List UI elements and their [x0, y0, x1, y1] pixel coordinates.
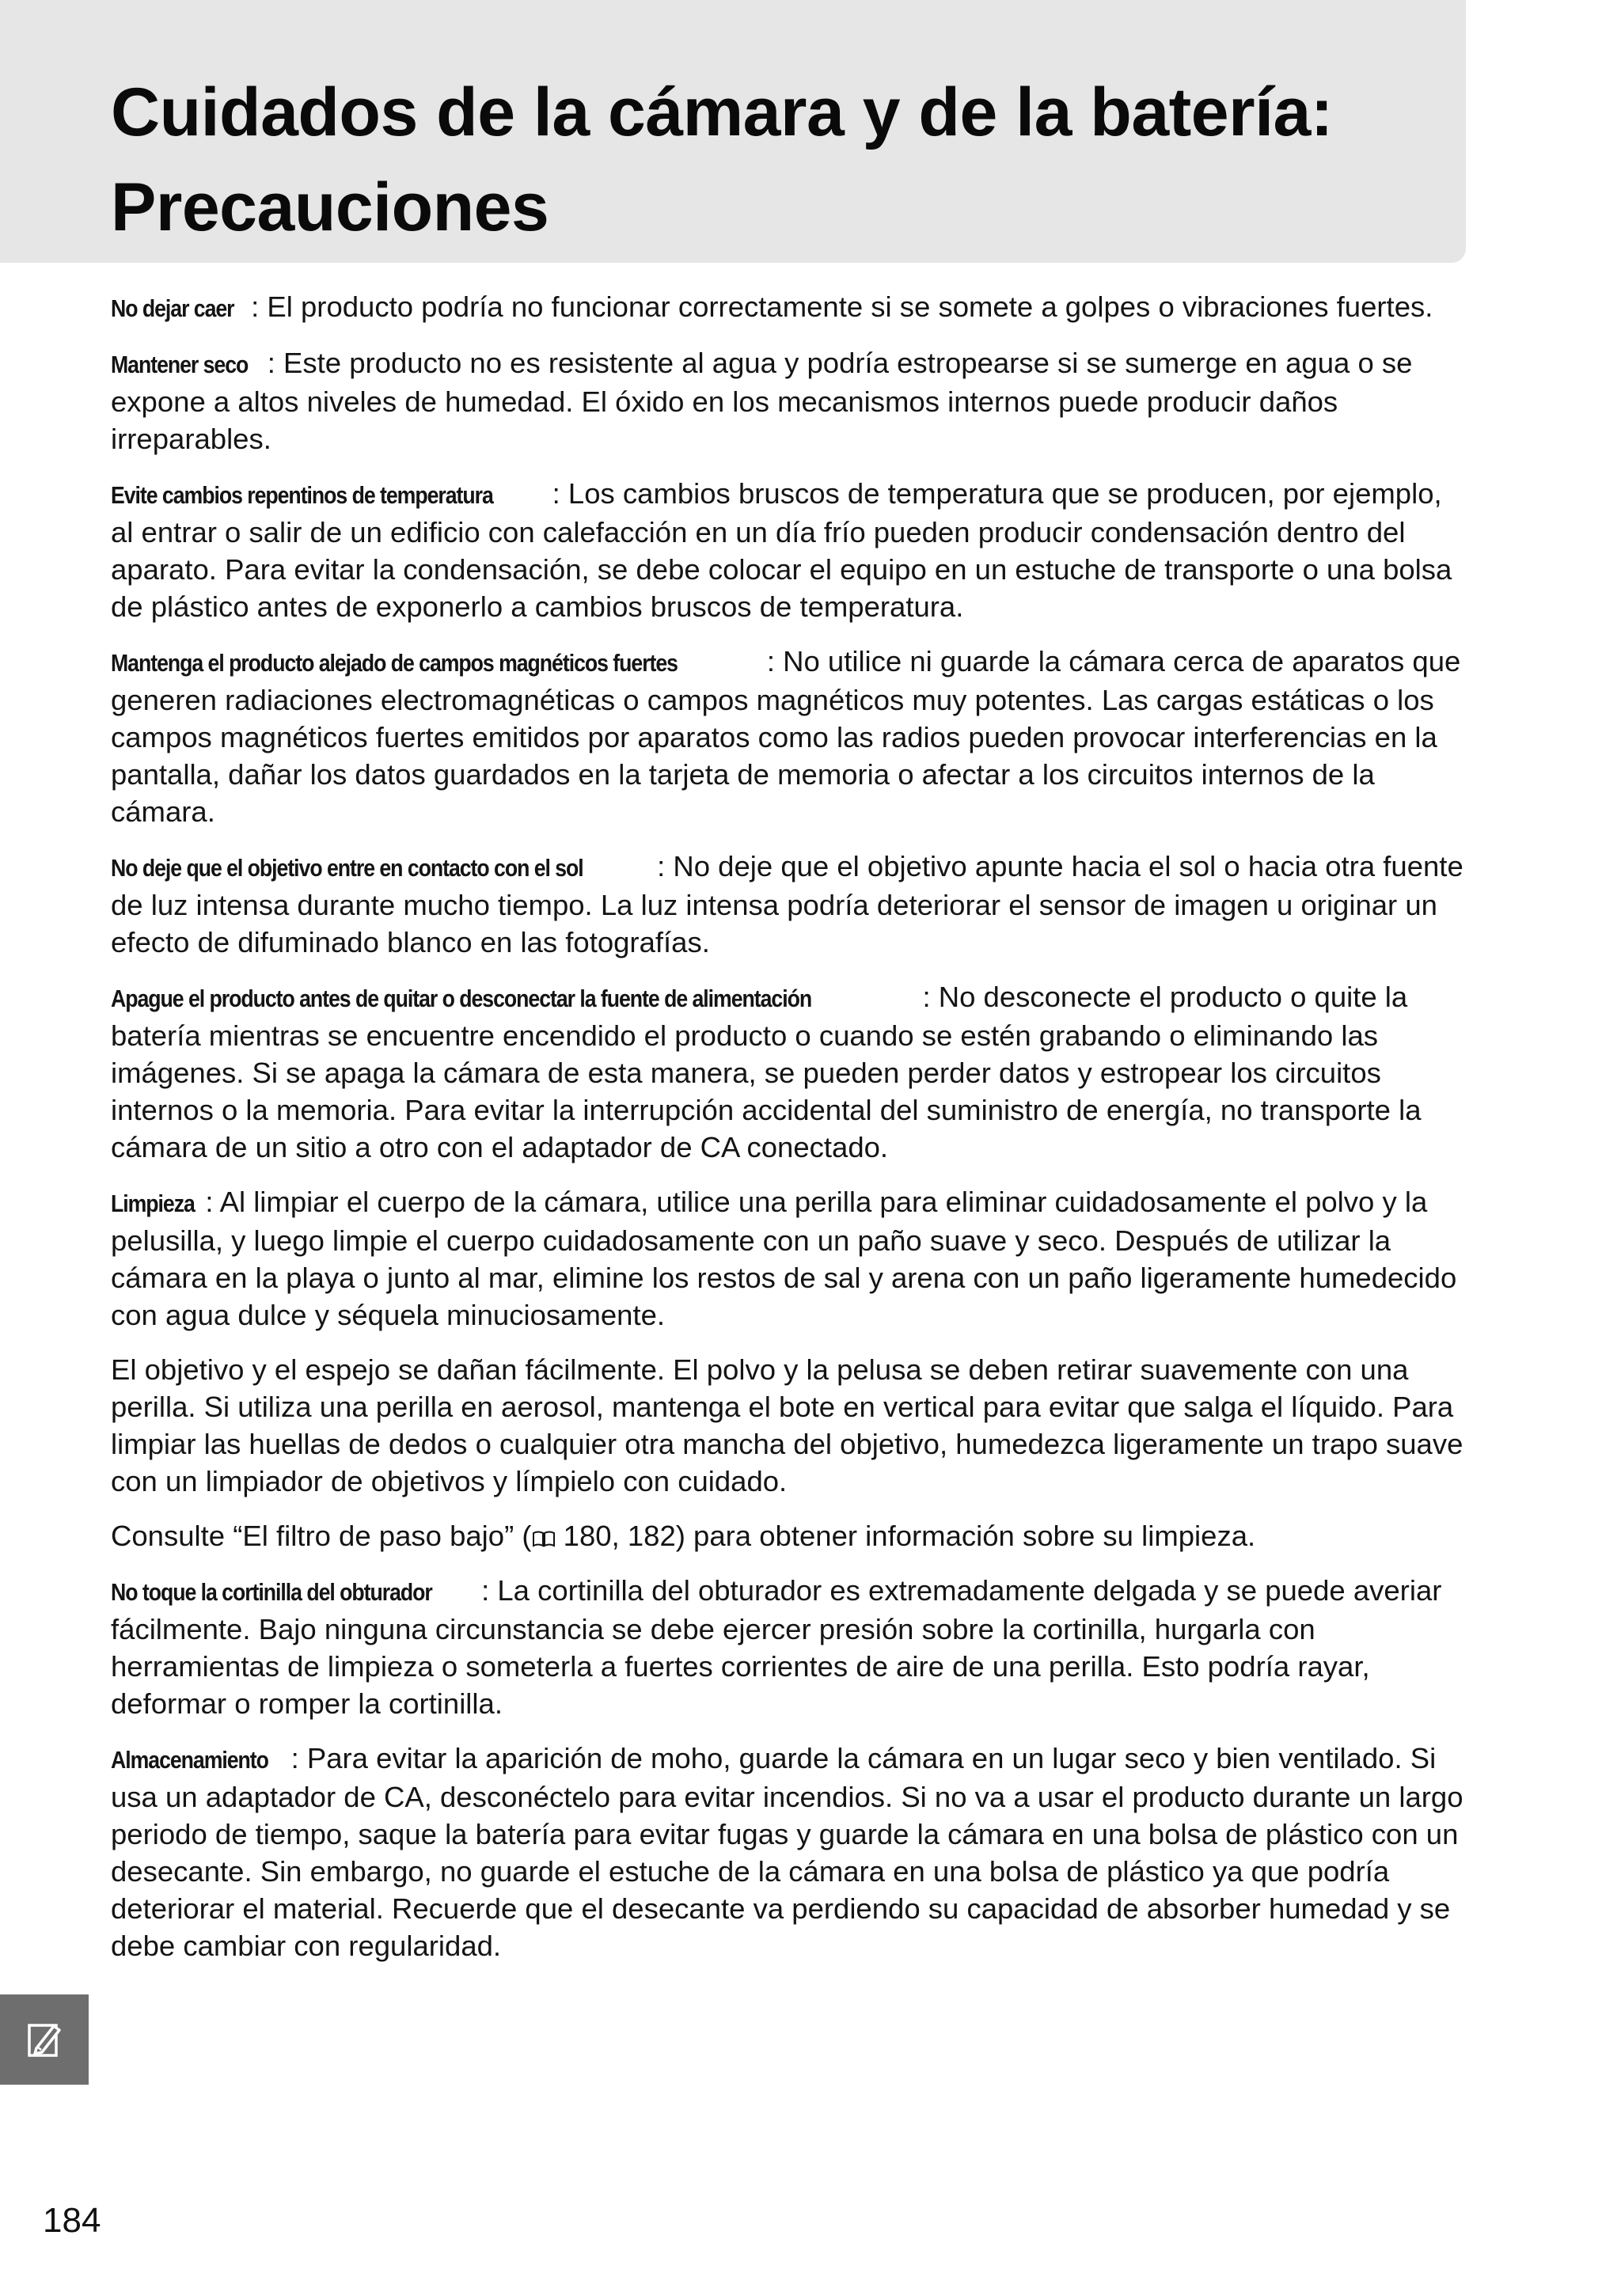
paragraph-text: El objetivo y el espejo se dañan fácilmente. El polvo y la pelusa se deben retirar suavemente con una perilla. Si utiliza una perilla en aerosol, mantenga el bote en vertical para evitar que salga el líquido. Para limpiar las huellas de dedos o cualquier otra mancha del objetivo, humedezca ligeramente un trapo suave con un limpiador de objetivos y límpielo con cuidado.: [111, 1353, 1463, 1497]
paragraph-objetivo-espejo: [111, 1351, 1469, 1500]
paragraph-text: : Al limpiar el cuerpo de la cámara, utilice una perilla para eliminar cuidadosamente el polvo y la pelusilla, y luego limpie el cuerpo cuidadosamente con un paño suave y seco. Después de utilizar la cámara en la playa o junto al mar, elimine los restos de sal y arena con un paño ligeramente humedecido con agua dulce y séquela minuciosamente.: [111, 1186, 1457, 1331]
page-number: 184: [43, 2201, 101, 2240]
paragraph-lead: No dejar caer: [111, 294, 234, 322]
paragraph-text: : Este producto no es resistente al agua y podría estropearse si se sumerge en agua o se expone a altos niveles de humedad. El óxido en los mecanismos internos puede producir daños irreparables.: [111, 347, 1413, 455]
book-reference-icon: [532, 1530, 556, 1547]
paragraph-lead: Evite cambios repentinos de temperatura: [111, 481, 493, 509]
paragraph-temperatura: [111, 475, 1469, 625]
paragraph-lead: Limpieza: [111, 1190, 195, 1217]
side-tab: [0, 1994, 89, 2085]
paragraph-filtro-paso-bajo: [111, 1517, 1469, 1554]
paragraph-lead: Apague el producto antes de quitar o desconectar la fuente de alimentación: [111, 985, 812, 1012]
paragraph-almacenamiento: [111, 1740, 1469, 1964]
paragraph-no-dejar-caer: [111, 288, 1469, 327]
paragraph-text: : El producto podría no funcionar correctamente si se somete a golpes o vibraciones fuertes.: [251, 290, 1433, 323]
paragraph-objetivo-sol: [111, 848, 1469, 961]
paragraph-fuente-alimentacion: [111, 978, 1469, 1166]
page-title: [111, 65, 1456, 255]
body-text: [111, 288, 1469, 1982]
paragraph-text: : Los cambios bruscos de temperatura que se producen, por ejemplo, al entrar o salir de un edificio con calefacción en un día frío pueden producir condensación dentro del aparato. Para evitar la condensación, se debe colocar el equipo en un estuche de transporte o una bolsa de plástico antes de exponerlo a cambios bruscos de temperatura.: [111, 477, 1452, 623]
paragraph-campos-magneticos: [111, 643, 1469, 830]
paragraph-lead: Mantener seco: [111, 351, 249, 378]
paragraph-text: : No deje que el objetivo apunte hacia el sol o hacia otra fuente de luz intensa durante mucho tiempo. La luz intensa podría deteriorar el sensor de imagen u originar un efecto de difuminado blanco en las fotografías.: [111, 850, 1463, 958]
paragraph-text: : Para evitar la aparición de moho, guarde la cámara en un lugar seco y bien ventilado. Si usa un adaptador de CA, desconéctelo para evitar incendios. Si no va a usar el producto durante un largo periodo de tiempo, saque la batería para evitar fugas y guarde la cámara en una bolsa de plástico con un desecante. Sin embargo, no guarde el estuche de la cámara en una bolsa de plástico ya que podría deteriorar el material. Recuerde que el desecante va perdiendo su capacidad de absorber humedad y se debe cambiar con regularidad.: [111, 1742, 1463, 1962]
paragraph-cortinilla: [111, 1572, 1469, 1722]
page-title-line-2: Precauciones: [111, 169, 549, 245]
paragraph-lead: No deje que el objetivo entre en contacto con el sol: [111, 854, 583, 882]
page-title-line-1: Cuidados de la cámara y de la batería:: [111, 74, 1333, 150]
paragraph-limpieza: [111, 1183, 1469, 1334]
paragraph-lead: Almacenamiento: [111, 1746, 268, 1774]
paragraph-text: : No desconecte el producto o quite la batería mientras se encuentre encendido el producto o cuando se estén grabando o eliminando las imágenes. Si se apaga la cámara de esta manera, se pueden perder datos y estropear los circuitos internos o la memoria. Para evitar la interrupción accidental del suministro de energía, no transporte la cámara de un sitio a otro con el adaptador de CA conectado.: [111, 981, 1422, 1163]
paragraph-text: Consulte “El filtro de paso bajo” (: [111, 1520, 532, 1552]
paragraph-lead: Mantenga el producto alejado de campos magnéticos fuertes: [111, 649, 678, 677]
paragraph-mantener-seco: [111, 344, 1469, 457]
paragraph-text: 180, 182) para obtener información sobre su limpieza.: [555, 1520, 1256, 1552]
paragraph-lead: No toque la cortinilla del obturador: [111, 1578, 432, 1606]
notes-pen-icon: [27, 2021, 63, 2058]
paragraph-text: : No utilice ni guarde la cámara cerca de aparatos que generen radiaciones electromagnéticas o campos magnéticos muy potentes. Las cargas estáticas o los campos magnéticos fuertes emitidos por aparatos como las radios pueden provocar interferencias en la pantalla, dañar los datos guardados en la tarjeta de memoria o afectar a los circuitos internos de la cámara.: [111, 645, 1461, 828]
paragraph-text: : La cortinilla del obturador es extremadamente delgada y se puede averiar fácilmente. Bajo ninguna circunstancia se debe ejercer presión sobre la cortinilla, hurgarla con herramientas de limpieza o someterla a fuertes corrientes de aire de una perilla. Esto podría rayar, deformar o romper la cortinilla.: [111, 1574, 1442, 1720]
